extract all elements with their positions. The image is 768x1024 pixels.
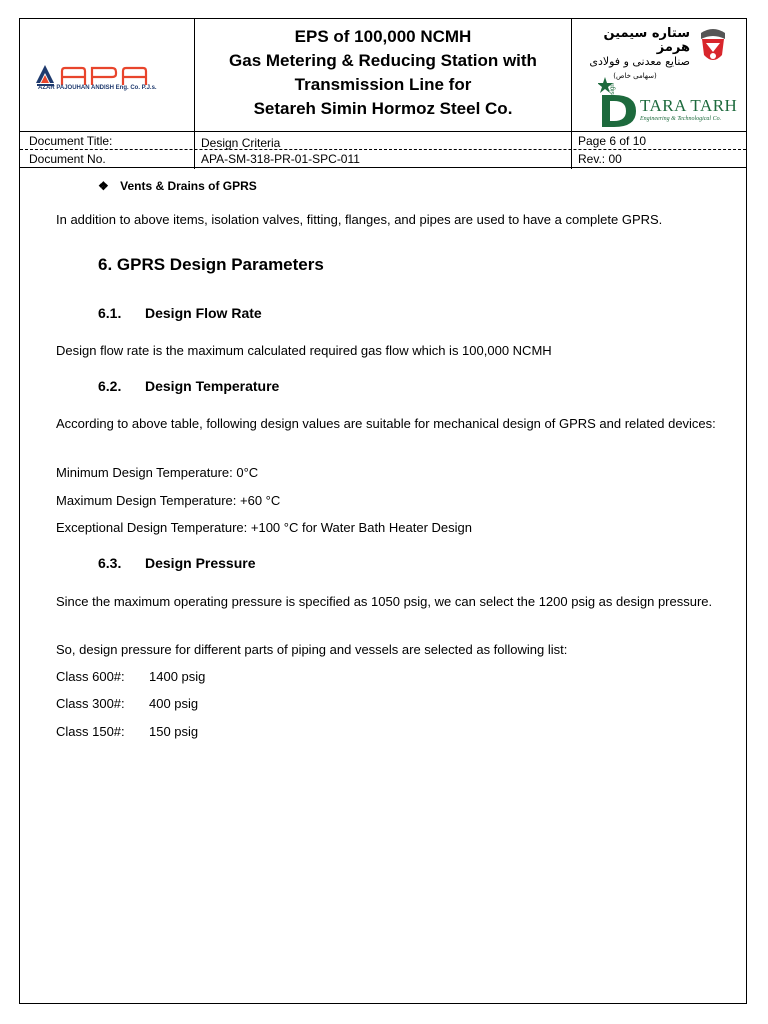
bullet-text: Vents & Drains of GPRS xyxy=(120,179,257,193)
section-6-1-title: Design Flow Rate xyxy=(145,305,262,321)
class-150-label: Class 150#: xyxy=(56,724,125,739)
meta-row-title xyxy=(20,132,746,150)
doc-title-label: Document Title: xyxy=(29,134,113,148)
meta-row-number xyxy=(20,150,746,168)
apa-logo xyxy=(36,63,196,93)
class-150-value: 150 psig xyxy=(149,724,199,739)
hormoz-steel-emblem xyxy=(698,25,728,67)
client-name-fa: ستاره سیمین هرمز xyxy=(603,26,690,55)
client-subtitle-fa: صنایع معدنی و فولادی xyxy=(589,55,690,68)
title-line-3: Transmission Line for xyxy=(294,75,472,94)
intro-paragraph: In addition to above items, isolation valves, fitting, flanges, and pipes are used to have a complete GPRS. xyxy=(56,212,663,227)
min-temperature: Minimum Design Temperature: 0°C xyxy=(56,465,259,480)
document-page xyxy=(19,18,747,1004)
doc-no-label: Document No. xyxy=(29,152,106,166)
doc-title-value: Design Criteria xyxy=(201,136,281,150)
flow-rate-paragraph: Design flow rate is the maximum calculated required gas flow which is 100,000 NCMH xyxy=(56,343,552,358)
class-600-value: 1400 psig xyxy=(149,669,206,684)
section-6-2-title: Design Temperature xyxy=(145,378,280,394)
temperature-paragraph: According to above table, following design values are suitable for mechanical design of GPRS and related devices: xyxy=(56,416,716,431)
pressure-paragraph: Since the maximum operating pressure is specified as 1050 psig, we can select the 1200 psig as design pressure. xyxy=(56,594,713,609)
document-main-title xyxy=(195,21,571,129)
apa-company-name: AZAR PAJOUHAN ANDISH Eng. Co. P.J.s. xyxy=(38,85,157,91)
tara-tarh-name: TARA TARH xyxy=(640,96,738,115)
class-300-label: Class 300#: xyxy=(56,696,125,711)
section-6-1-number: 6.1. xyxy=(98,305,122,321)
class-300-value: 400 psig xyxy=(149,696,199,711)
doc-no-value: APA-SM-318-PR-01-SPC-011 xyxy=(201,152,360,166)
client-logos xyxy=(572,19,746,131)
client-type-fa: (سهامی خاص) xyxy=(613,72,657,80)
revision: Rev.: 00 xyxy=(578,152,622,166)
title-line-1: EPS of 100,000 NCMH xyxy=(294,27,472,46)
tara-design-text: design xyxy=(610,83,616,101)
class-600-label: Class 600#: xyxy=(56,669,125,684)
exceptional-temperature: Exceptional Design Temperature: +100 °C for Water Bath Heater Design xyxy=(56,520,472,535)
pressure-list-intro: So, design pressure for different parts of piping and vessels are selected as following list: xyxy=(56,642,568,657)
page-number: Page 6 of 10 xyxy=(578,134,647,148)
section-6-3-title: Design Pressure xyxy=(145,555,256,571)
bullet-item xyxy=(98,179,257,193)
section-6-heading: 6. GPRS Design Parameters xyxy=(98,255,324,274)
title-line-4: Setareh Simin Hormoz Steel Co. xyxy=(253,99,513,118)
document-header xyxy=(20,19,746,169)
max-temperature: Maximum Design Temperature: +60 °C xyxy=(56,493,281,508)
tara-tarh-subtitle: Engineering & Technological Co. xyxy=(640,116,722,122)
diamond-bullet-icon: ❖ xyxy=(98,179,109,193)
title-line-2: Gas Metering & Reducing Station with xyxy=(229,51,537,70)
section-6-2-number: 6.2. xyxy=(98,378,122,394)
client-name-persian xyxy=(580,27,690,83)
tara-tarh-d-logo xyxy=(598,77,638,129)
section-6-3-number: 6.3. xyxy=(98,555,122,571)
